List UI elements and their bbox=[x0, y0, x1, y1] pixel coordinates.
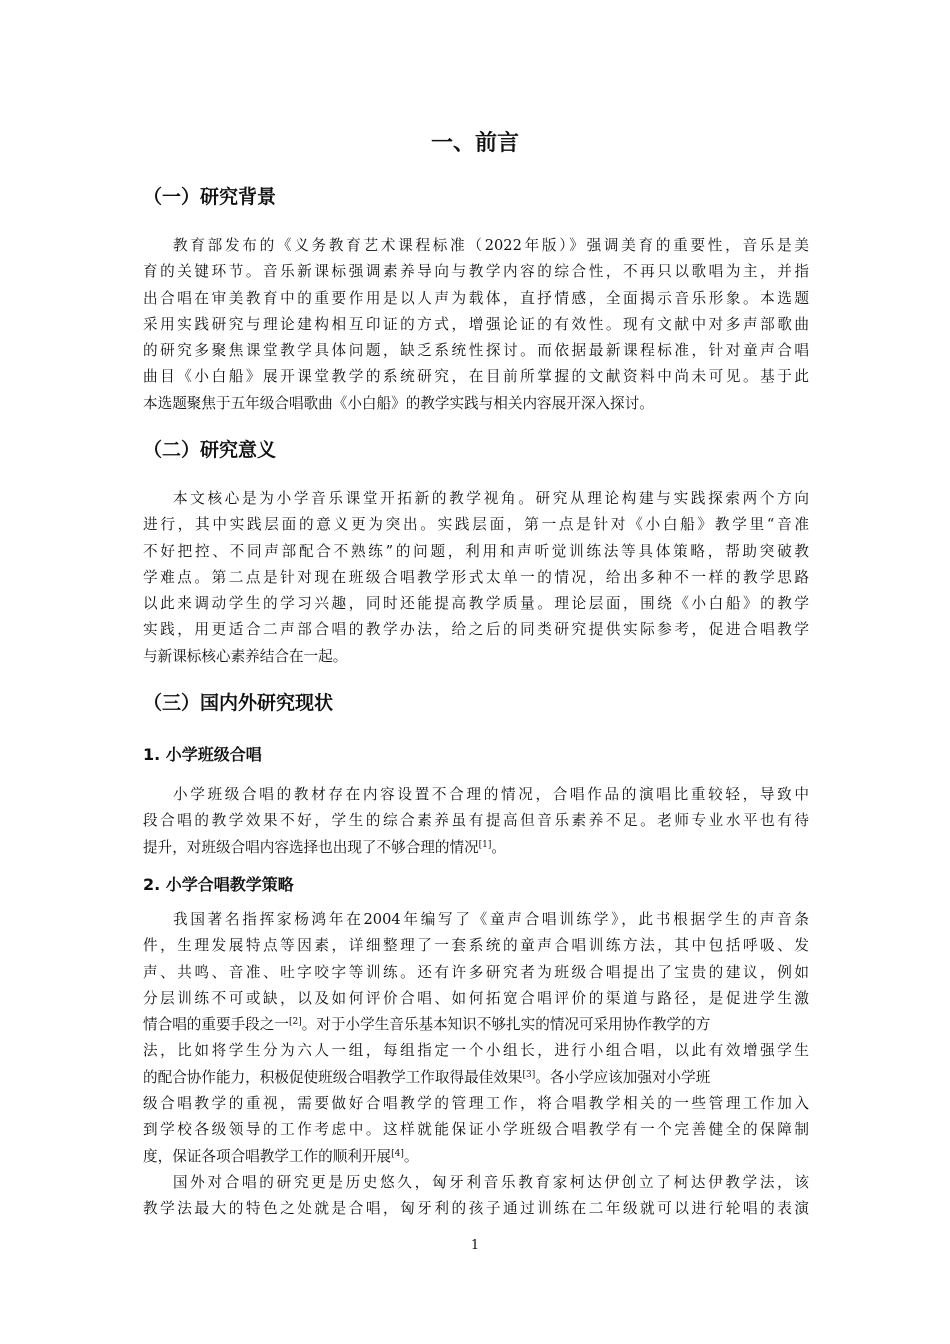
text-line: 法，比如将学生分为六人一组，每组指定一个小组长，进行小组合唱，以此有效增强学生 bbox=[143, 1042, 809, 1060]
text-line: 分层训练不可或缺，以及如何评价合唱、如何拓宽合唱评价的渠道与路径，是促进学生激 bbox=[143, 989, 809, 1007]
citation-ref: [3] bbox=[522, 1069, 536, 1080]
text-line: 不好把控、不同声部配合不熟练”的问题，利用和声听觉训练法等具体策略，帮助突破教 bbox=[143, 542, 809, 560]
section-heading-status: （三）国内外研究现状 bbox=[143, 692, 334, 714]
text-line: 曲目《小白船》展开课堂教学的系统研究，在目前所掌握的文献资料中尚未可见。基于此 bbox=[143, 368, 809, 386]
section-heading-significance: （二）研究意义 bbox=[143, 439, 277, 461]
subsection-heading-class-choir: 1. 小学班级合唱 bbox=[143, 745, 262, 764]
text-fragment: 。 bbox=[403, 1147, 419, 1165]
citation-ref: [1] bbox=[478, 839, 492, 850]
text-line: 进行，其中实践层面的意义更为突出。实践层面，第一点是针对《小白船》教学里“音准 bbox=[143, 516, 809, 534]
text-line: 本选题聚焦于五年级合唱歌曲《小白船》的教学实践与相关内容展开深入探讨。 bbox=[143, 394, 654, 412]
text-line: 到学校各级领导的工作考虑中。这样就能保证小学班级合唱教学有一个完善健全的保障制 bbox=[143, 1121, 809, 1139]
section-heading-background: （一）研究背景 bbox=[143, 186, 277, 208]
subsection-heading-teaching-strategy: 2. 小学合唱教学策略 bbox=[143, 875, 294, 894]
citation-ref: [2] bbox=[288, 1017, 302, 1028]
text-fragment: 的配合协作能力，积极促使班级合唱教学工作取得最佳效果 bbox=[143, 1068, 523, 1086]
paragraph-background bbox=[143, 233, 809, 417]
text-line: 采用实践研究与理论建构相互印证的方式，增强论证的有效性。现有文献中对多声部歌曲 bbox=[143, 315, 809, 333]
text-line: 出合唱在审美教育中的重要作用是以人声为载体，直抒情感，全面揭示音乐形象。本选题 bbox=[143, 289, 809, 307]
text-line: 我国著名指挥家杨鸿年在2004年编写了《童声合唱训练学》，此书根据学生的声音条 bbox=[173, 911, 809, 928]
paragraph-significance bbox=[143, 486, 809, 670]
text-line: 段合唱的教学效果不好，学生的综合素养虽有提高但音乐素养不足。老师专业水平也有待 bbox=[143, 812, 809, 830]
text-line bbox=[143, 1065, 809, 1091]
text-line bbox=[143, 1144, 809, 1170]
text-fragment: 。 bbox=[491, 838, 507, 856]
text-line: 声、共鸣、音准、吐字咬字等训练。还有许多研究者为班级合唱提出了宝贵的建议，例如 bbox=[143, 963, 809, 981]
text-fragment: 提升，对班级合唱内容选择也出现了不够合理的情况 bbox=[143, 838, 479, 856]
text-fragment: 。各小学应该加强对小学班 bbox=[535, 1068, 711, 1086]
text-line: 实践，用更适合二声部合唱的教学办法，给之后的同类研究提供实际参考，促进合唱教学 bbox=[143, 621, 809, 639]
text-fragment: 。对于小学生音乐基本知识不够扎实的情况可采用协作教学的方 bbox=[301, 1016, 711, 1034]
text-line: 级合唱教学的重视，需要做好合唱教学的管理工作，将合唱教学相关的一些管理工作加入 bbox=[143, 1095, 809, 1113]
page-title: 一、前言 bbox=[430, 131, 519, 156]
text-line bbox=[143, 835, 809, 861]
text-line: 学难点。第二点是针对现在班级合唱教学形式太单一的情况，给出多种不一样的教学思路 bbox=[143, 568, 809, 586]
paragraph-teaching-strategy bbox=[143, 907, 809, 1223]
text-line: 的研究多聚焦课堂教学具体问题，缺乏系统性探讨。而依据最新课程标准，针对童声合唱 bbox=[143, 342, 809, 360]
paragraph-class-choir bbox=[143, 782, 809, 861]
text-line: 与新课标核心素养结合在一起。 bbox=[143, 647, 348, 665]
text-line: 件，生理发展特点等因素，详细整理了一套系统的童声合唱训练方法，其中包括呼吸、发 bbox=[143, 937, 809, 955]
text-line: 育的关键环节。音乐新课标强调素养导向与教学内容的综合性，不再只以歌唱为主，并指 bbox=[143, 263, 809, 281]
text-line: 教育部发布的《义务教育艺术课程标准（2022年版）》强调美育的重要性，音乐是美 bbox=[173, 237, 809, 254]
text-line: 本文核心是为小学音乐课堂开拓新的教学视角。研究从理论构建与实践探索两个方向 bbox=[173, 490, 809, 507]
citation-ref: [4] bbox=[391, 1148, 404, 1159]
text-fragment: 情合唱的重要手段之一 bbox=[143, 1016, 289, 1034]
text-line: 以此来调动学生的学习兴趣，同时还能提高教学质量。理论层面，围绕《小白船》的教学 bbox=[143, 595, 809, 613]
page-number: 1 bbox=[470, 1238, 480, 1253]
text-line: 国外对合唱的研究更是历史悠久，匈牙利音乐教育家柯达伊创立了柯达伊教学法，该 bbox=[173, 1173, 809, 1191]
text-fragment: 度，保证各项合唱教学工作的顺利开展 bbox=[143, 1147, 392, 1165]
text-line: 小学班级合唱的教材存在内容设置不合理的情况，合唱作品的演唱比重较轻，导致中 bbox=[173, 786, 809, 803]
text-line bbox=[143, 1012, 809, 1038]
text-line: 教学法最大的特色之处就是合唱，匈牙利的孩子通过训练在二年级就可以进行轮唱的表演 bbox=[143, 1200, 809, 1218]
